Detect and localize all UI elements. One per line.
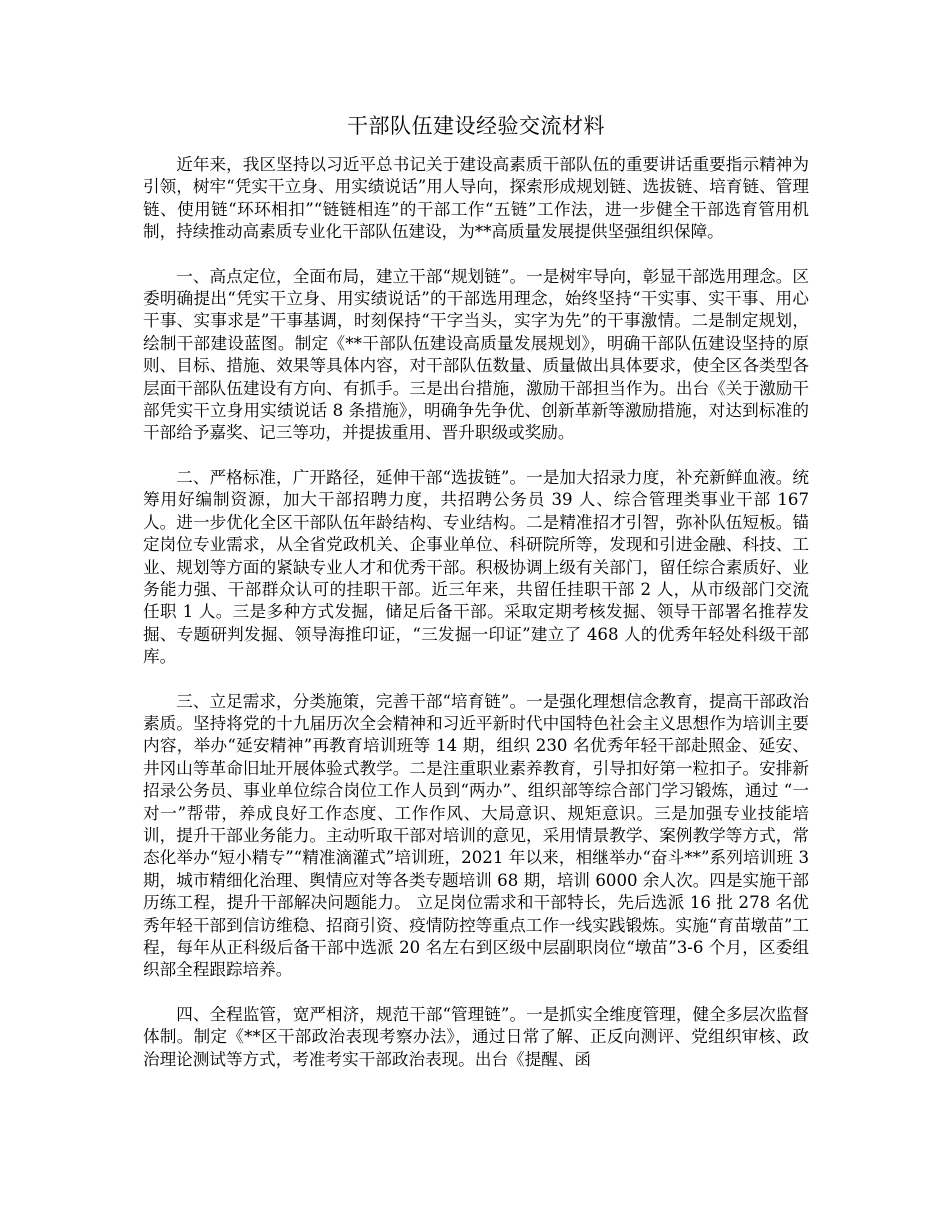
- intro-paragraph: 近年来，我区坚持以习近平总书记关于建设高素质干部队伍的重要讲话重要指示精神为引领，树牢“凭实干立身、用实绩说话”用人导向，探索形成规划链、选拔链、培育链、管理链、使用链“环环相扣”“链链相连”的干部工作“五链”工作法，进一步健全干部选育管用机制，持续推动高素质专业化干部队伍建设，为**高质量发展提供坚强组织保障。: [143, 155, 809, 242]
- section-planning-chain: 一、高点定位，全面布局，建立干部“规划链”。一是树牢导向，彰显干部选用理念。区委明确提出“凭实干立身、用实绩说话”的干部选用理念，始终坚持“干实事、实干事、用心干事、实事求是”干事基调，时刻保持“干字当头，实字为先”的干事激情。二是制定规划，绘制干部建设蓝图。制定《**干部队伍建设高质量发展规划》，明确干部队伍建设坚持的原则、目标、措施、效果等具体内容，对干部队伍数量、质量做出具体要求，使全区各类型各层面干部队伍建设有方向、有抓手。三是出台措施，激励干部担当作为。出台《关于激励干部凭实干立身用实绩说话 8 条措施》，明确争先争优、创新革新等激励措施，对达到标准的干部给予嘉奖、记三等功，并提拔重用、晋升职级或奖励。: [143, 266, 809, 443]
- section-training-chain: 三、立足需求，分类施策，完善干部“培育链”。一是强化理想信念教育，提高干部政治素质。坚持将党的十九届历次全会精神和习近平新时代中国特色社会主义思想作为培训主要内容，举办“延安精神”再教育培训班等 14 期，组织 230 名优秀年轻干部赴照金、延安、井冈山等革命旧址开展体验式教学。二是注重职业素养教育，引导扣好第一粒扣子。安排新招录公务员、事业单位综合岗位工作人员到“两办”、组织部等综合部门学习锻炼，通过 “一对一”帮带，养成良好工作态度、工作作风、大局意识、规矩意识。三是加强专业技能培训，提升干部业务能力。主动听取干部对培训的意见，采用情景教学、案例教学等方式，常态化举办“短小精专”“精准滴灌式”培训班，2021 年以来，相继举办“奋斗**”系列培训班 3 期，城市精细化治理、舆情应对等各类专题培训 68 期，培训 6000 余人次。四是实施干部历练工程，提升干部解决问题能力。 立足岗位需求和干部特长，先后选派 16 批 278 名优秀年轻干部到信访维稳、招商引资、疫情防控等重点工作一线实践锻炼。实施“育苗墩苗”工程，每年从正科级后备干部中选派 20 名左右到区级中层副职岗位“墩苗”3-6 个月，区委组织部全程跟踪培养。: [143, 691, 810, 980]
- section-selection-chain: 二、严格标准，广开路径，延伸干部“选拔链”。一是加大招录力度，补充新鲜血液。统筹用好编制资源，加大干部招聘力度，共招聘公务员 39 人、综合管理类事业干部 167 人。进一步优化全区干部队伍年龄结构、专业结构。二是精准招才引智，弥补队伍短板。锚定岗位专业需求，从全省党政机关、企事业单位、科研院所等，发现和引进金融、科技、工业、规划等方面的紧缺专业人才和优秀干部。积极协调上级有关部门，留任综合素质好、业务能力强、干部群众认可的挂职干部。近三年来，共留任挂职干部 2 人，从市级部门交流任职 1 人。三是多种方式发掘，储足后备干部。采取定期考核发掘、领导干部署名推荐发掘、专题研判发掘、领导海推印证，“三发掘一印证”建立了 468 人的优秀年轻处科级干部库。: [143, 467, 809, 667]
- document-page: [143, 110, 809, 1093]
- document-title: 干部队伍建设经验交流材料: [347, 114, 605, 138]
- section-management-chain: 四、全程监管，宽严相济，规范干部“管理链”。一是抓实全维度管理，健全多层次监督体制。制定《**区干部政治表现考察办法》，通过日常了解、正反向测评、党组织审核、政治理论测试等方式，考准考实干部政治表现。出台《提醒、函: [143, 1004, 809, 1069]
